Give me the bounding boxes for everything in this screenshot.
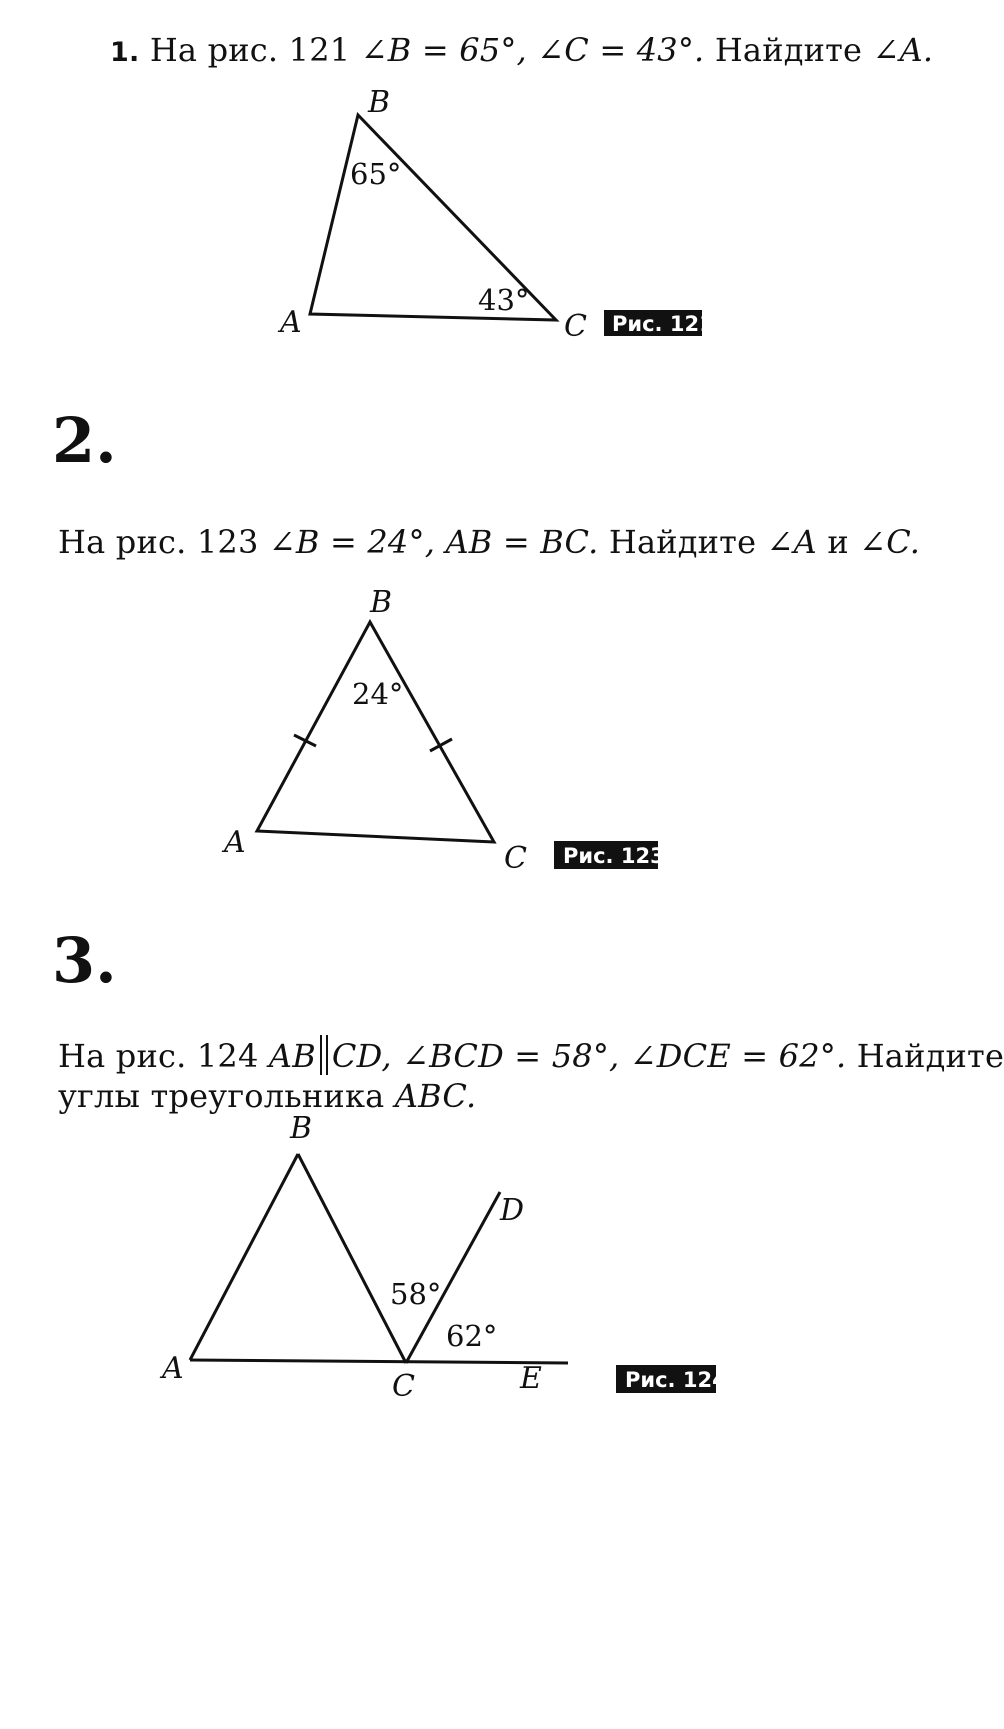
task1-expr-c: ∠C = 43°. <box>537 31 705 69</box>
figure-121 <box>0 0 973 400</box>
task3-expr-bcd: ∠BCD = 58°, <box>402 1037 620 1075</box>
fig121-angle-b: 65° <box>350 157 402 191</box>
task3-tail: Найдите <box>856 1037 1004 1075</box>
fig123-angle-b: 24° <box>352 677 404 711</box>
segment-ae <box>190 1360 568 1363</box>
task2-tail: Найдите <box>608 523 757 561</box>
fig123-vertex-c: C <box>504 841 527 876</box>
task2-target-c: ∠C. <box>859 523 921 561</box>
fig124-vertex-a: A <box>162 1351 184 1386</box>
task1-expr-b: ∠B = 65°, <box>360 31 527 69</box>
task2-expr-b: ∠B = 24°, <box>268 523 436 561</box>
fig123-vertex-a: A <box>224 825 246 860</box>
fig121-vertex-b: B <box>368 85 391 120</box>
fig124-angle-dce: 62° <box>446 1319 498 1353</box>
segment-ab <box>190 1154 298 1360</box>
task2-expr-eq: AB = BC. <box>445 523 599 561</box>
fig124-vertex-b: B <box>290 1111 313 1146</box>
fig124-angle-bcd: 58° <box>390 1277 442 1311</box>
task2-text: На рис. 123 <box>58 523 259 561</box>
task2-statement <box>58 520 920 564</box>
task3-line2-text: углы треугольника <box>58 1077 385 1115</box>
task1-tail: Найдите <box>714 31 863 69</box>
fig121-vertex-c: C <box>564 309 587 344</box>
fig124-caption: Рис. 124 <box>625 1368 727 1392</box>
task2-conj: и <box>827 523 849 561</box>
segment-bc <box>298 1154 406 1363</box>
task3-seg-ab: AB <box>268 1037 316 1075</box>
task3-number: 3. <box>52 924 117 997</box>
fig121-angle-c: 43° <box>478 283 530 317</box>
task3-statement-line1 <box>58 1034 1004 1078</box>
fig124-vertex-c: C <box>392 1369 415 1404</box>
task1-number: 1. <box>110 37 140 68</box>
task3-expr-dce: ∠DCE = 62°. <box>629 1037 847 1075</box>
fig123-caption: Рис. 123 <box>563 844 665 868</box>
fig124-vertex-d: D <box>500 1193 525 1228</box>
parallel-icon <box>316 1035 332 1075</box>
task3-seg-cd: CD, <box>331 1037 392 1075</box>
fig124-vertex-e: E <box>520 1361 542 1396</box>
fig123-vertex-b: B <box>370 585 393 620</box>
task1-text: На рис. 121 <box>149 31 351 69</box>
figure-124 <box>0 1100 973 1430</box>
fig121-vertex-a: A <box>280 305 302 340</box>
task2-target-a: ∠A <box>766 523 817 561</box>
task3-line2-target: ABC. <box>394 1077 477 1115</box>
task3-text: На рис. 124 <box>58 1037 259 1075</box>
task2-number: 2. <box>52 404 117 477</box>
task1-target: ∠A. <box>872 31 934 69</box>
figure-123 <box>0 580 973 900</box>
fig121-caption: Рис. 121 <box>612 312 714 336</box>
triangle-abc-123 <box>257 622 494 842</box>
